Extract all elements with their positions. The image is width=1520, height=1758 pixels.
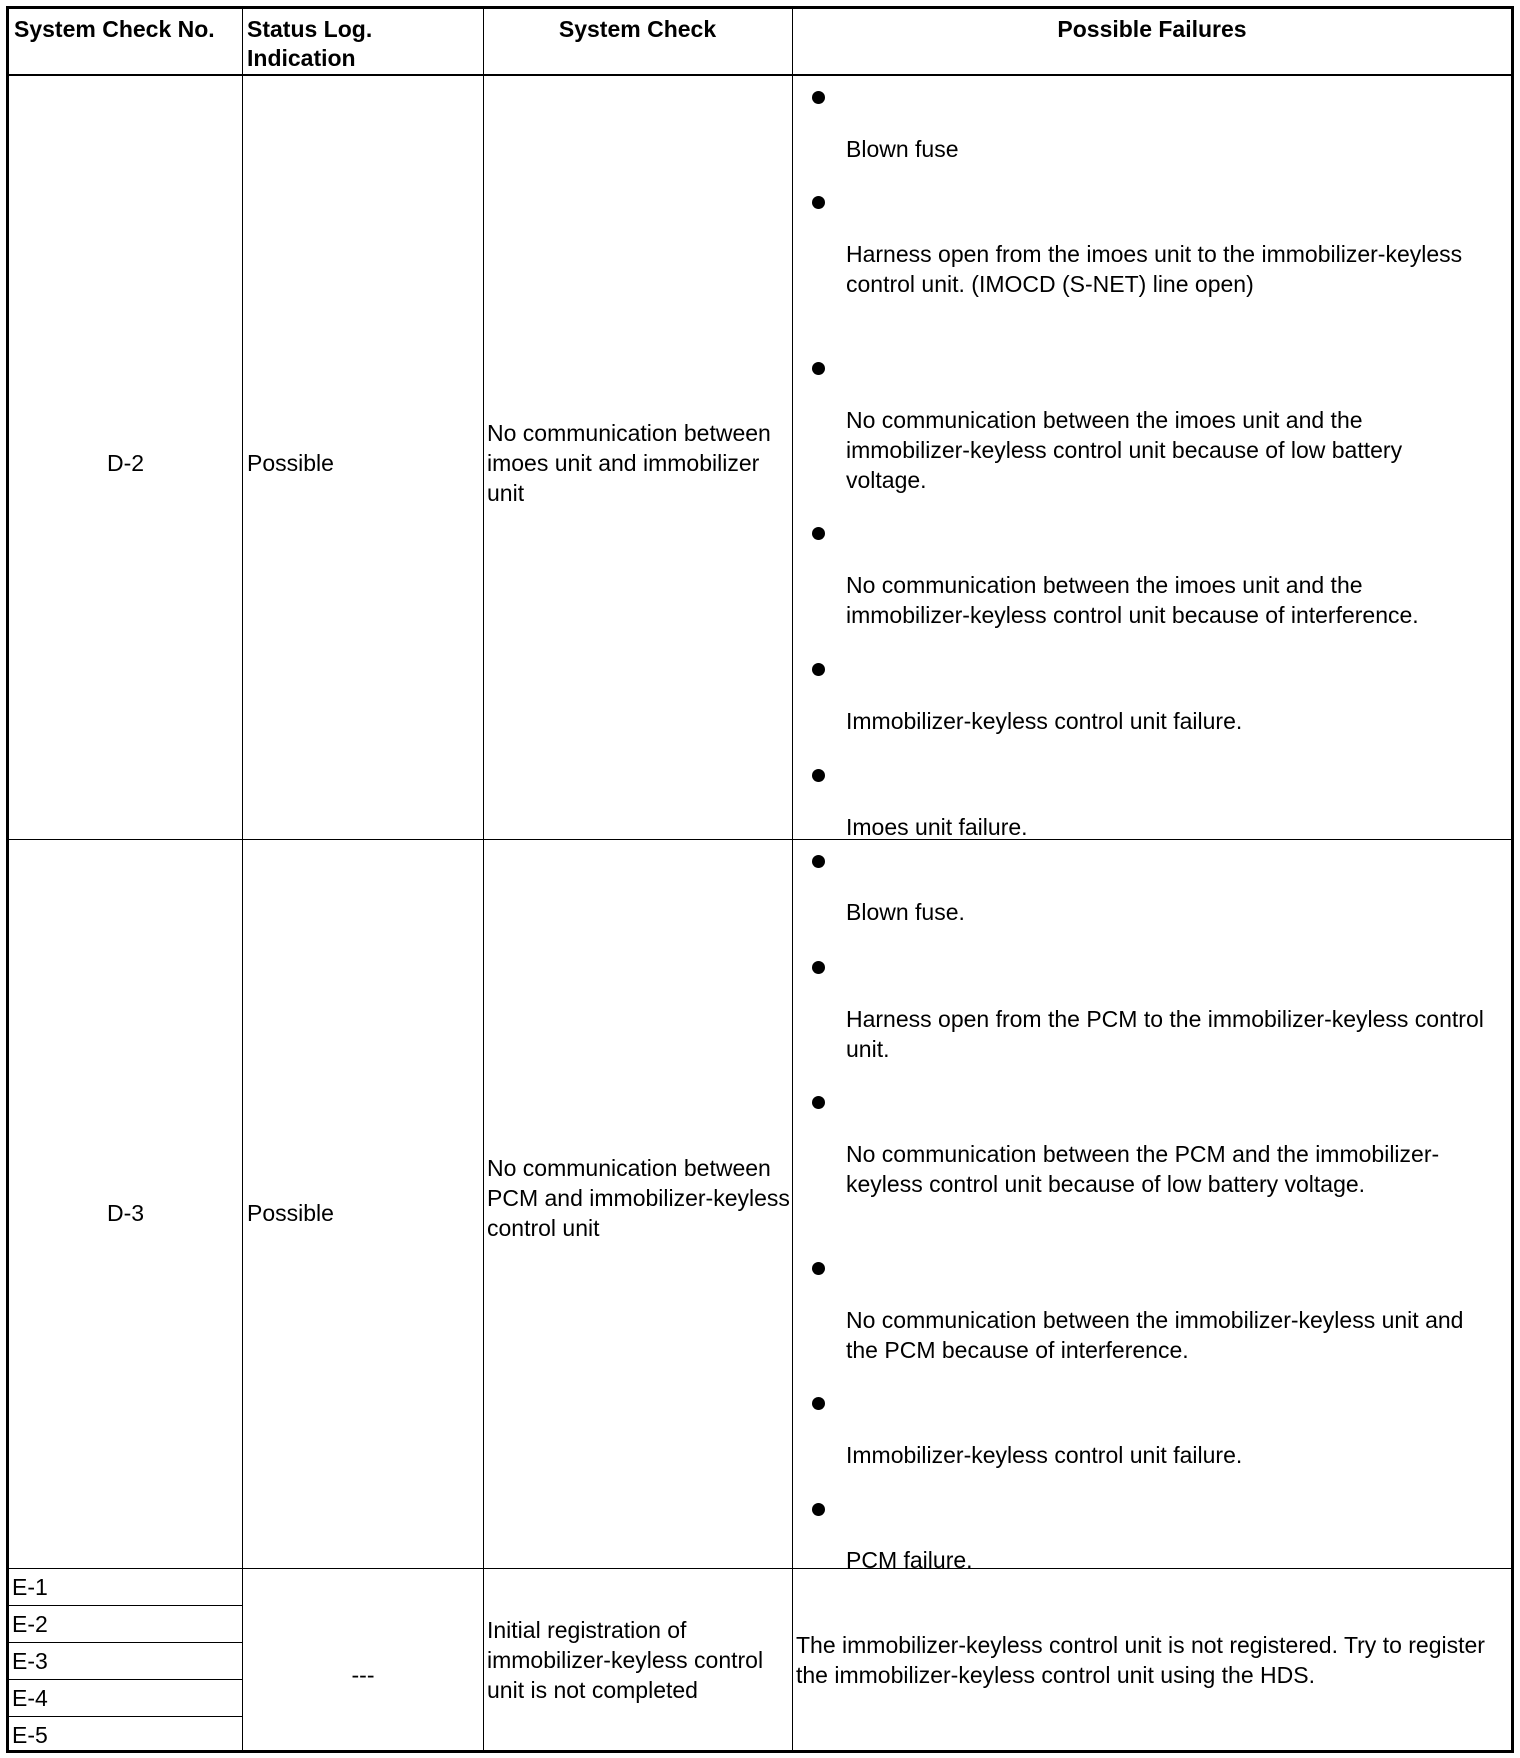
failure-item: PCM failure. — [846, 1547, 973, 1573]
failure-list-d2 — [793, 75, 1511, 839]
divider-col1 — [242, 9, 243, 1750]
divider-e2 — [9, 1642, 242, 1643]
check-no-e3: E-3 — [12, 1648, 48, 1674]
check-no-e5: E-5 — [12, 1722, 48, 1748]
header-system-check: System Check — [558, 16, 717, 42]
failure-item: Immobilizer-keyless control unit failure. — [846, 1442, 1243, 1468]
bullet-icon — [812, 196, 825, 209]
divider-e3 — [9, 1679, 242, 1680]
bullet-icon — [812, 961, 825, 974]
system-check-d3: No communication between PCM and immobilizer-keyless control unit — [487, 1155, 790, 1241]
failure-item: Immobilizer-keyless control unit failure. — [846, 708, 1243, 734]
header-possible-failures: Possible Failures — [1057, 16, 1247, 42]
failure-item: No communication between the imoes unit and the immobilizer-keyless control unit because of low battery voltage. — [846, 407, 1403, 493]
status-d2: Possible — [247, 450, 334, 476]
bullet-icon — [812, 1096, 825, 1109]
failures-table — [6, 6, 1514, 1753]
failure-item: No communication between the imoes unit and the immobilizer-keyless control unit because of interference. — [846, 572, 1419, 628]
check-no-e2: E-2 — [12, 1611, 48, 1637]
header-status-log: Status Log. Indication — [247, 16, 373, 71]
check-no-e4: E-4 — [12, 1685, 48, 1711]
check-no-e1: E-1 — [12, 1574, 48, 1600]
failure-item: Blown fuse. — [846, 899, 965, 925]
header-check-no: System Check No. — [14, 16, 215, 42]
divider-e4 — [9, 1716, 242, 1717]
failure-list-d3 — [793, 840, 1511, 1573]
failure-item: Imoes unit failure. — [846, 814, 1028, 840]
check-no-d2: D-2 — [106, 450, 145, 476]
status-e: --- — [351, 1662, 375, 1688]
bullet-icon — [812, 362, 825, 375]
bullet-icon — [812, 663, 825, 676]
bullet-icon — [812, 527, 825, 540]
bullet-icon — [812, 855, 825, 868]
divider-e1 — [9, 1605, 242, 1606]
bullet-icon — [812, 1503, 825, 1516]
system-check-d2: No communication between imoes unit and immobilizer unit — [487, 420, 771, 506]
check-no-d3: D-3 — [106, 1200, 145, 1226]
failure-item: Harness open from the imoes unit to the immobilizer-keyless control unit. (IMOCD (S-NET) line open) — [846, 241, 1463, 297]
bullet-icon — [812, 1262, 825, 1275]
failure-item: No communication between the PCM and the immobilizer-keyless control unit because of low battery voltage. — [846, 1141, 1440, 1197]
failure-item: No communication between the immobilizer-keyless unit and the PCM because of interference. — [846, 1307, 1464, 1363]
bullet-icon — [812, 91, 825, 104]
divider-col2 — [483, 9, 484, 1750]
bullet-icon — [812, 1397, 825, 1410]
status-d3: Possible — [247, 1200, 334, 1226]
system-check-e: Initial registration of immobilizer-keyless control unit is not completed — [487, 1617, 764, 1703]
failure-text-e: The immobilizer-keyless control unit is not registered. Try to register the immobilizer-keyless control unit using the HDS. — [796, 1632, 1485, 1688]
failure-item: Harness open from the PCM to the immobilizer-keyless control unit. — [846, 1006, 1484, 1062]
failure-item: Blown fuse — [846, 136, 959, 162]
bullet-icon — [812, 769, 825, 782]
